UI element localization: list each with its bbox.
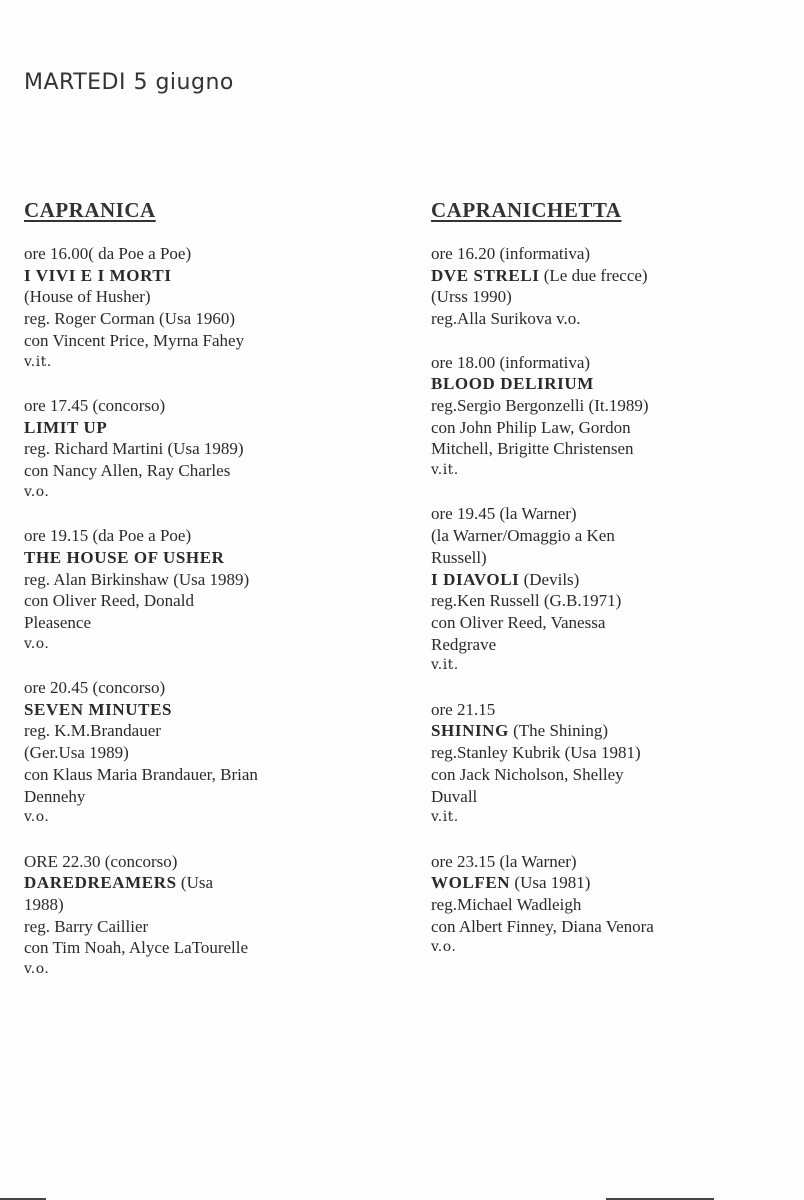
column-capranica [24,198,384,1003]
film-detail: con John Philip Law, Gordon [431,417,631,437]
film-detail: reg. Alan Birkinshaw (Usa 1989) [24,569,250,589]
screening-entry [431,352,791,482]
screening-entry [24,525,384,655]
film-title: DAREDREAMERS [24,873,177,893]
film-version: v.o. [431,939,457,956]
screening-entry [431,243,791,330]
film-detail: con Tim Noah, Alyce LaTourelle [24,938,249,958]
screening-entry [431,851,791,960]
film-detail: reg.Stanley Kubrik (Usa 1981) [431,743,641,763]
venue-title: CAPRANICA [24,198,156,222]
film-title: DVE STRELI [431,265,540,285]
film-version: v.it. [431,657,459,674]
film-detail: reg. Richard Martini (Usa 1989) [24,439,244,459]
film-detail: reg.Ken Russell (G.B.1971) [431,591,622,611]
film-title: LIMIT UP [24,417,108,437]
film-detail: Duvall [431,786,478,806]
film-version: v.it. [24,353,52,370]
film-title: SHINING [431,721,509,741]
film-title-extra: (Le due frecce) [539,265,648,285]
film-detail: Mitchell, Brigitte Christensen [431,439,634,459]
screening-entry [24,395,384,504]
screening-time: ORE 22.30 (concorso) [24,851,178,871]
film-detail: Redgrave [431,634,497,654]
screening-time: ore 17.45 (concorso) [24,395,166,415]
film-title: SEVEN MINUTES [24,699,173,719]
film-detail: con Oliver Reed, Donald [24,591,194,611]
film-detail: Dennehy [24,786,86,806]
film-version: v.o. [24,809,50,826]
film-detail: reg. Barry Caillier [24,916,149,936]
film-version: v.o. [24,961,50,978]
film-detail: (House of Husher) [24,287,151,307]
screening-time: ore 18.00 (informativa) [431,352,591,372]
screening-time: ore 23.15 (la Warner) [431,851,577,871]
film-version: v.o. [24,483,50,500]
film-detail: reg. K.M.Brandauer [24,721,161,741]
film-version: v.o. [24,635,50,652]
screening-time: ore 16.00( da Poe a Poe) [24,244,192,263]
film-detail: reg.Alla Surikova v.o. [431,309,581,329]
screening-entry [431,699,791,829]
venue-title: CAPRANICHETTA [431,198,622,222]
film-detail: con Jack Nicholson, Shelley [431,764,624,784]
screening-time: ore 20.45 (concorso) [24,678,166,698]
film-detail: con Oliver Reed, Vanessa [431,612,606,632]
film-detail: (Urss 1990) [431,287,512,307]
film-detail: con Vincent Price, Myrna Fahey [24,330,245,350]
film-detail: con Nancy Allen, Ray Charles [24,461,231,481]
film-title: THE HOUSE OF USHER [24,547,225,567]
film-detail: reg.Sergio Bergonzelli (It.1989) [431,395,649,415]
screening-entry [24,677,384,829]
film-detail: 1988) [24,895,64,915]
film-title: I DIAVOLI [431,569,520,589]
film-detail: (Ger.Usa 1989) [24,743,129,763]
film-title: BLOOD DELIRIUM [431,374,594,394]
screening-section: Russell) [431,547,487,567]
screening-time: ore 16.20 (informativa) [431,244,591,263]
screening-entry [24,243,384,373]
screening-time: ore 19.45 (la Warner) [431,504,577,524]
film-title: I VIVI E I MORTI [24,265,172,285]
screening-entry [431,503,791,677]
film-title-extra: (Usa [176,873,214,893]
film-title-extra: (Devils) [519,569,580,589]
film-detail: reg. Roger Corman (Usa 1960) [24,309,236,329]
film-detail: con Klaus Maria Brandauer, Brian [24,764,258,784]
film-detail: con Albert Finney, Diana Venora [431,916,654,936]
page-date: MARTEDI 5 giugno [24,70,234,95]
screening-section: (la Warner/Omaggio a Ken [431,526,615,546]
film-title-extra: (Usa 1981) [510,873,591,893]
screening-time: ore 21.15 [431,699,496,719]
film-title-extra: (The Shining) [508,721,609,741]
film-title: WOLFEN [431,873,511,893]
film-version: v.it. [431,462,459,479]
film-detail: reg.Michael Wadleigh [431,895,582,915]
film-detail: Pleasence [24,612,92,632]
screening-entry [24,851,384,981]
screening-time: ore 19.15 (da Poe a Poe) [24,526,192,546]
column-capranichetta [431,198,791,981]
film-version: v.it. [431,809,459,826]
